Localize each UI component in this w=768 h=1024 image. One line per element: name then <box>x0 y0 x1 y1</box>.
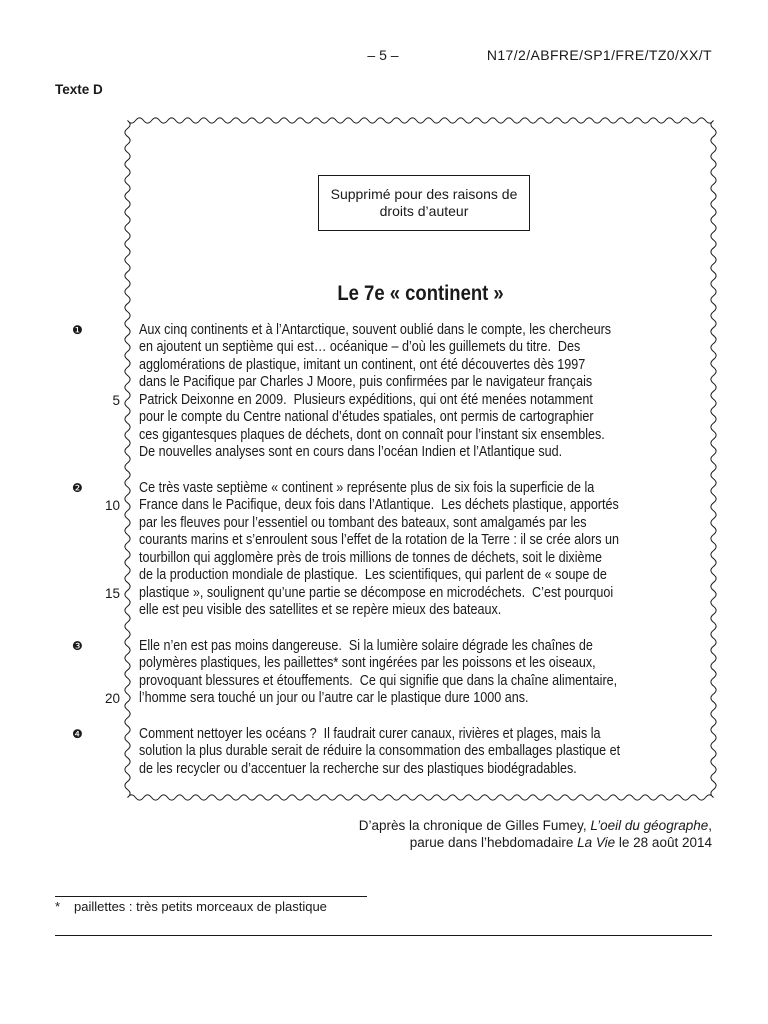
footnote-text: paillettes : très petits morceaux de plastique <box>74 898 327 914</box>
paragraph-marker: ❹ <box>72 726 83 741</box>
footnote <box>55 899 327 914</box>
line-text: ces gigantesques plaques de déchets, dont on connaît pour l’instant six ensembles. <box>139 426 605 443</box>
line-number: 10 <box>104 498 120 513</box>
paragraph-line <box>139 374 714 392</box>
text-label: Texte D <box>55 82 103 97</box>
line-text: dans le Pacifique par Charles J Moore, puis confirmées par le navigateur français <box>139 374 593 390</box>
line-text: solution la plus durable serait de réduire la consommation des emballages plastique et <box>139 743 621 759</box>
paragraph-line <box>139 743 714 761</box>
line-text: France dans le Pacifique, deux fois dans l’Atlantique. Les déchets plastique, apportés <box>139 497 619 513</box>
paragraph-line <box>139 357 714 375</box>
source-text: parue dans l’hebdomadaire <box>409 834 578 850</box>
line-text: Elle n’en est pas moins dangereuse. Si la lumière solaire dégrade les chaînes de <box>139 637 593 654</box>
line-number: 15 <box>104 585 120 601</box>
article-body <box>72 321 714 797</box>
source-publication-title: La Vie <box>577 834 616 850</box>
paragraph <box>72 725 714 779</box>
line-text: elle est peu visible des satellites et se repère mieux des bateaux. <box>139 602 502 618</box>
source-text: le 28 août 2014 <box>615 834 712 850</box>
line-number: 20 <box>104 691 120 706</box>
paragraph-line <box>139 444 714 462</box>
footnote-marker: * <box>55 898 61 914</box>
line-text: Comment nettoyer les océans ? Il faudrait curer canaux, rivières et plages, mais la <box>139 725 601 742</box>
paragraph-line <box>139 480 714 498</box>
paragraph <box>72 637 714 708</box>
source-line <box>359 834 712 851</box>
source-line <box>359 817 712 834</box>
copyright-notice-line: droits d’auteur <box>379 203 469 219</box>
line-text: de la production mondiale de plastique. Les scientifiques, qui parlent de « soupe de <box>139 567 607 583</box>
paragraph-line <box>104 497 714 515</box>
paragraph-line <box>139 409 714 427</box>
bottom-rule <box>55 935 712 936</box>
line-text: Aux cinq continents et à l’Antarctique, souvent oublié dans le compte, les chercheurs <box>139 321 612 338</box>
line-text: l’homme sera touché un jour ou l’autre car le plastique dure 1000 ans. <box>139 690 529 706</box>
page-number: – 5 – <box>367 47 399 63</box>
paragraph-marker: ❸ <box>72 638 83 653</box>
article-title-text: Le 7e « continent » <box>337 282 504 305</box>
paragraph-line <box>139 726 714 744</box>
copyright-removed-box <box>318 175 530 231</box>
source-text: D’après la chronique de Gilles Fumey, <box>358 817 591 833</box>
line-text: par les fleuves pour l’essentiel ou tombant des bateaux, sont amalgamés par les <box>139 514 587 531</box>
line-number: 5 <box>112 392 120 408</box>
paragraph-line <box>112 391 714 410</box>
source-attribution <box>359 817 712 851</box>
document-code: N17/2/ABFRE/SP1/FRE/TZ0/XX/T <box>486 47 712 63</box>
paragraph-line <box>139 515 714 533</box>
copyright-notice-line: Supprimé pour des raisons de <box>330 186 518 202</box>
footnote-rule <box>55 896 367 897</box>
paragraph-marker: ❶ <box>72 322 83 337</box>
line-text: tourbillon qui agglomère près de trois millions de tonnes de déchets, soit le dixième <box>139 549 602 566</box>
line-text: De nouvelles analyses sont en cours dans l’océan Indien et l’Atlantique sud. <box>139 444 563 460</box>
paragraph-line <box>139 339 714 357</box>
source-text: , <box>708 817 712 833</box>
paragraph-marker: ❷ <box>72 480 83 495</box>
article-title <box>127 281 714 307</box>
paragraph <box>72 479 714 620</box>
paragraph-line <box>139 532 714 550</box>
line-text: plastique », soulignent qu’une partie se décompose en microdéchets. C’est pourquoi <box>139 584 614 601</box>
line-text: de les recycler ou d’accentuer la recherche sur des plastiques biodégradables. <box>139 760 577 777</box>
paragraph-line <box>139 550 714 568</box>
line-text: polymères plastiques, les paillettes* sont ingérées par les poissons et les oiseaux, <box>139 655 596 671</box>
paragraph <box>72 321 714 462</box>
paragraph-line <box>139 602 714 620</box>
line-text: en ajoutent un septième qui est… océanique – d’où les guillemets du titre. Des <box>139 339 581 355</box>
paragraph-line <box>139 638 714 656</box>
paragraph-line <box>139 761 714 779</box>
paragraph-line <box>104 584 714 603</box>
paragraph-line <box>104 690 714 708</box>
line-text: Patrick Deixonne en 2009. Plusieurs expéditions, qui ont été menées notamment <box>139 391 593 408</box>
line-text: courants marins et s’enroulent sous l’effet de la rotation de la Terre : il se crée alors un <box>139 532 619 548</box>
line-text: pour le compte du Centre national d’études spatiales, ont permis de cartographier <box>139 409 594 425</box>
paragraph-line <box>139 655 714 673</box>
paragraph-line <box>139 322 714 340</box>
paragraph-line <box>139 427 714 445</box>
line-text: Ce très vaste septième « continent » représente plus de six fois la superficie de la <box>139 479 595 496</box>
source-column-title: L’oeil du géographe <box>590 817 709 833</box>
paragraph-line <box>139 673 714 691</box>
paragraph-line <box>139 567 714 585</box>
line-text: agglomérations de plastique, imitant un continent, ont été découvertes dès 1997 <box>139 356 586 373</box>
line-text: provoquant blessures et étouffements. Ce qui signifie que dans la chaîne alimentaire, <box>139 672 618 689</box>
